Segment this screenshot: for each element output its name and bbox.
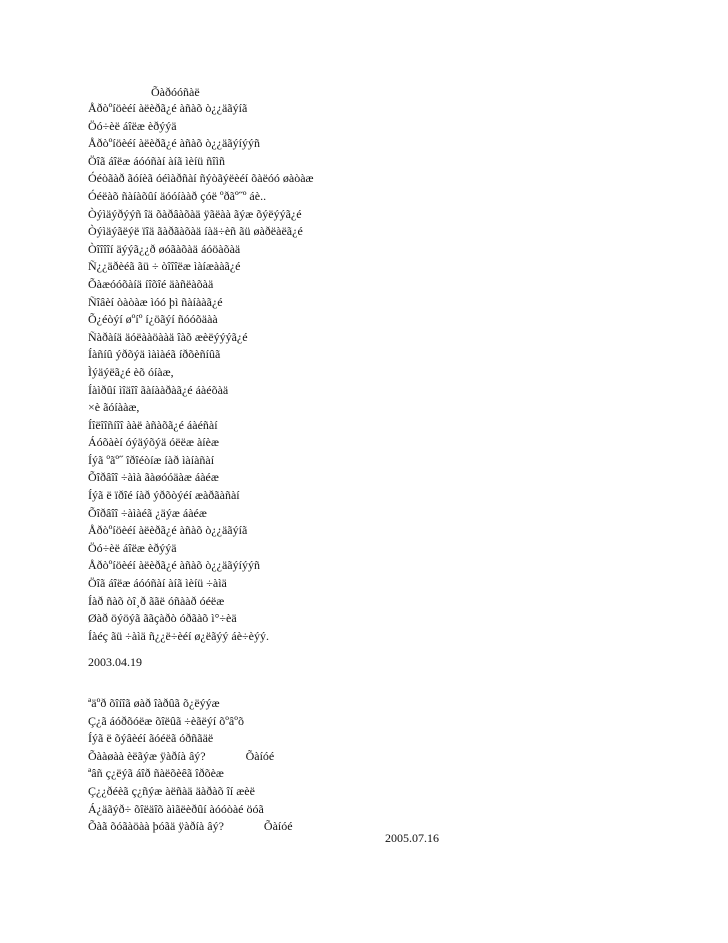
- poem-line: Á¿äãýð÷ õîëäîõ àìãëèðûí àóóòàé öóã: [88, 801, 264, 816]
- poem-line: Øàð öýöýã ããçàðò óðãàõ ì°÷èä: [88, 611, 237, 626]
- poem-line: Òýìäýãëýë ïîä ãàðãàõàä íàä÷èñ ãü øàðëàëã¿é: [88, 224, 303, 239]
- poem-line: Òîîîîí äýýã¿¿ð øóãàõàä áóöàõàä: [88, 241, 241, 256]
- poem-line: Åðòºíöèéí àëèðã¿é àñàõ ò¿¿äãýíã: [88, 101, 248, 115]
- poem-line: Íýã ºãº˝ îðîéòíæ íàð ìàíàñàí: [88, 452, 215, 467]
- stanza-2: [88, 695, 293, 836]
- stanza-1: [88, 100, 314, 645]
- poem-line: Ç¿¿ðéèã ç¿ñýæ àëñàä äàðàõ îí æèë: [88, 783, 255, 798]
- poem-line: Õîðâîî ÷àìàéã ¿äýæ áàéæ: [88, 505, 207, 520]
- poem-line-with-tag: [88, 748, 293, 766]
- line-tag: Õàíóé: [245, 748, 275, 763]
- poem-line: Íàñíû ýðõýä ìàìàéã íðõèñíûã: [88, 347, 221, 362]
- poem-line: Óéëàõ ñàíàõûí äóóíààð çóë ºðãº˝º áè..: [88, 188, 267, 203]
- poem-line: Ñ¿¿äðèéã ãü ÷ òîîîëæ ìàíæààã¿é: [88, 259, 241, 274]
- poem-line: Íàð ñàõ òî¸ð ããë óñààð óéëæ: [88, 593, 225, 608]
- poem-line: Öó÷èë áîëæ èðýýä: [88, 118, 177, 133]
- poem-line-text: Õàã õóãàöàà þóãä ÿàðíà âý?: [88, 819, 224, 834]
- poem-title: Õàðóóñàë: [151, 85, 200, 99]
- poem-line: ªâñ ç¿ëýã áîð ñàëõèêã îðõèæ: [88, 766, 224, 781]
- poem-line: Íàìðûí ìîäîî ãàíààðàã¿é áàéõàä: [88, 382, 229, 397]
- poem-line: Ñîâèí òàòàæ ìóó þì ñàíààã¿é: [88, 294, 223, 309]
- date-first: 2003.04.19: [88, 655, 142, 669]
- poem-line: Ç¿ã áóðõóëæ õîëûã ÷èãëýí õºâºõ: [88, 713, 244, 728]
- date-second: 2005.07.16: [385, 831, 439, 845]
- poem-line: Õ¿éòýí øºíº í¿öãýí ñóóõäàà: [88, 312, 218, 327]
- poem-line: Åðòºíöèéí àëèðã¿é àñàõ ò¿¿äãýíã: [88, 523, 248, 538]
- poem-line: Öîã áîëæ áóóñàí àíã ìèíü ñîìñ: [88, 153, 225, 168]
- poem-line: Öó÷èë áîëæ èðýýä: [88, 540, 177, 555]
- poem-line-with-tag: [88, 818, 293, 836]
- line-tag: Õàíóé: [263, 819, 293, 834]
- poem-line-text: Õààøàà èëãýæ ÿàðíà âý?: [88, 748, 206, 763]
- poem-line: Óéòãàð ãóíèã óéìàðñàí ñýòãýëèéí õàëóó øàòàæ: [88, 171, 314, 186]
- poem-line: Íýã ë ïðîé íàð ýðõòýéí æàðãàñàí: [88, 488, 240, 503]
- poem-line: Òýìäýðýýñ îä õàðâàõàä ÿãëàà ãýæ õýëýýã¿é: [88, 206, 302, 221]
- poem-line: Íàéç ãü ÷àìä ñ¿¿ë÷èéí ø¿ëãýý áè÷èýý.: [88, 628, 269, 643]
- poem-line: ªäºð õîíîã øàð îàðûã õ¿ëýýæ: [88, 696, 220, 710]
- poem-line: Ìýäýëã¿é èõ óíàæ,: [88, 364, 174, 379]
- poem-line: Åðòºíöèéí àëèðã¿é àñàõ ò¿¿äãýíýýñ: [88, 136, 260, 151]
- poem-line: Íîëîîñíîî ààë àñàõã¿é áàéñàí: [88, 417, 218, 432]
- poem-line: Áóõàèí óýäýõýä óëëæ àíèæ: [88, 435, 219, 450]
- poem-line: Íýã ë õýâèéí ãóéëã óðñãäë: [88, 731, 214, 746]
- poem-line: Ñàðàíä äóëààöààä îàõ æèëýýýã¿é: [88, 329, 248, 344]
- poem-line: ×è ãóíààæ,: [88, 400, 140, 415]
- poem-line: Öîã áîëæ áóóñàí àíã ìèíü ÷àìä: [88, 576, 227, 591]
- poem-line: Õàæóóõàíä íîõîé äàñëàõàä: [88, 276, 214, 291]
- poem-line: Õîðâîî ÷àìà ãàøóóäàæ áàéæ: [88, 470, 219, 485]
- poem-line: Åðòºíöèéí àëèðã¿é àñàõ ò¿¿äãýíýýñ: [88, 558, 260, 573]
